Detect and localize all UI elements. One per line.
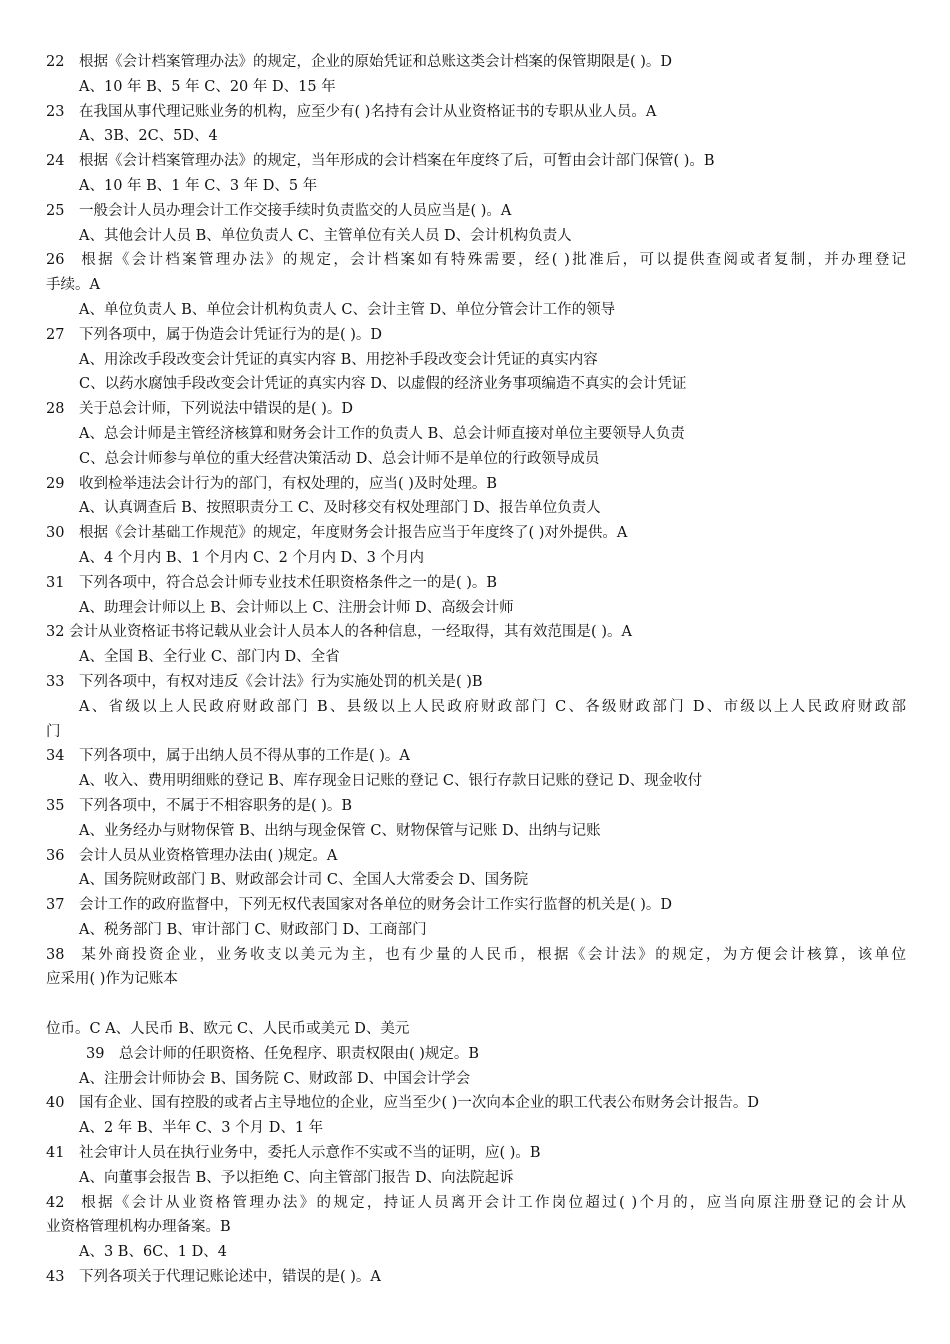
question-options: A、全国 B、全行业 C、部门内 D、全省 bbox=[79, 649, 340, 666]
question-options-continuation: 门 bbox=[46, 723, 61, 740]
question-text: 社会审计人员在执行业务中，委托人示意作不实或不当的证明，应( )。B bbox=[79, 1145, 541, 1162]
question-options: C、总会计师参与单位的重大经营决策活动 D、总会计师不是单位的行政领导成员 bbox=[79, 450, 600, 467]
question-number: 31 bbox=[46, 574, 65, 591]
question-options: A、其他会计人员 B、单位负责人 C、主管单位有关人员 D、会计机构负责人 bbox=[79, 227, 572, 244]
question-26 bbox=[46, 248, 906, 273]
question-text: 下列各项中，不属于不相容职务的是( )。B bbox=[79, 797, 353, 814]
question-text: 在我国从事代理记账业务的机构，应至少有( )名持有会计从业资格证书的专职从业人员。A bbox=[79, 103, 657, 120]
question-41 bbox=[46, 1141, 906, 1166]
question-text: 会计人员从业资格管理办法由( )规定。A bbox=[79, 847, 338, 864]
question-text: 下列各项中，有权对违反《会计法》行为实施处罚的机关是( )B bbox=[79, 673, 483, 690]
question-number: 41 bbox=[46, 1145, 65, 1162]
question-27 bbox=[46, 323, 906, 348]
question-options: A、向董事会报告 B、予以拒绝 C、向主管部门报告 D、向法院起诉 bbox=[79, 1169, 514, 1186]
question-35 bbox=[46, 794, 906, 819]
question-23 bbox=[46, 100, 906, 125]
question-text: 根据《会计档案管理办法》的规定，会计档案如有特殊需要，经( )批准后，可以提供查阅或者复制，并办理登记 bbox=[79, 252, 906, 269]
question-text: 根据《会计基础工作规范》的规定，年度财务会计报告应当于年度终了( )对外提供。A bbox=[79, 525, 628, 542]
question-text: 关于总会计师，下列说法中错误的是( )。D bbox=[79, 401, 354, 418]
question-37 bbox=[46, 893, 906, 918]
question-text: 国有企业、国有控股的或者占主导地位的企业，应当至少( )一次向本企业的职工代表公布财务会计报告。D bbox=[79, 1095, 760, 1112]
question-text: 下列各项中，符合总会计师专业技术任职资格条件之一的是( )。B bbox=[79, 574, 498, 591]
question-text: 根据《会计从业资格管理办法》的规定，持证人员离开会计工作岗位超过( )个月的，应当向原注册登记的会计从 bbox=[79, 1194, 906, 1211]
question-text: 下列各项中，属于伪造会计凭证行为的是( )。D bbox=[79, 326, 383, 343]
question-number: 34 bbox=[46, 748, 65, 765]
question-text: 某外商投资企业，业务收支以美元为主，也有少量的人民币，根据《会计法》的规定，为方便会计核算，该单位 bbox=[79, 946, 906, 963]
question-number: 42 bbox=[46, 1194, 65, 1211]
question-text: 总会计师的任职资格、任免程序、职责权限由( )规定。B bbox=[119, 1045, 480, 1062]
question-text: 根据《会计档案管理办法》的规定，当年形成的会计档案在年度终了后，可暂由会计部门保管( )。B bbox=[79, 153, 715, 170]
question-number: 39 bbox=[86, 1045, 105, 1062]
question-options: A、认真调查后 B、按照职责分工 C、及时移交有权处理部门 D、报告单位负责人 bbox=[79, 500, 601, 517]
question-29 bbox=[46, 472, 906, 497]
question-number: 22 bbox=[46, 54, 65, 70]
question-text: 会计从业资格证书将记载从业会计人员本人的各种信息，一经取得，其有效范围是( )。A bbox=[69, 624, 632, 641]
question-options: A、3 B、6C、1 D、4 bbox=[79, 1244, 227, 1261]
question-32 bbox=[46, 620, 906, 645]
question-options: C、以药水腐蚀手段改变会计凭证的真实内容 D、以虚假的经济业务事项编造不真实的会计凭证 bbox=[79, 376, 687, 393]
question-24 bbox=[46, 149, 906, 174]
question-options: A、4 个月内 B、1 个月内 C、2 个月内 D、3 个月内 bbox=[79, 549, 425, 566]
question-options: A、省级以上人民政府财政部门 B、县级以上人民政府财政部门 C、各级财政部门 D、市级以上人民政府财政部 bbox=[79, 698, 906, 715]
question-42 bbox=[46, 1191, 906, 1216]
question-number: 36 bbox=[46, 847, 65, 864]
question-options: A、业务经办与财物保管 B、出纳与现金保管 C、财物保管与记账 D、出纳与记账 bbox=[79, 822, 601, 839]
question-options: A、税务部门 B、审计部门 C、财政部门 D、工商部门 bbox=[79, 921, 427, 938]
question-number: 40 bbox=[46, 1095, 65, 1112]
question-31 bbox=[46, 571, 906, 596]
question-options: A、总会计师是主管经济核算和财务会计工作的负责人 B、总会计师直接对单位主要领导人负责 bbox=[79, 425, 685, 442]
question-continuation: 手续。A bbox=[46, 277, 100, 294]
blank-line bbox=[46, 992, 906, 1017]
question-number: 27 bbox=[46, 326, 65, 343]
question-33 bbox=[46, 670, 906, 695]
question-options: A、10 年 B、5 年 C、20 年 D、15 年 bbox=[79, 78, 336, 95]
question-number: 24 bbox=[46, 153, 65, 170]
question-options: A、国务院财政部门 B、财政部会计司 C、全国人大常委会 D、国务院 bbox=[79, 872, 529, 889]
question-number: 29 bbox=[46, 475, 65, 492]
question-38 bbox=[46, 943, 906, 968]
question-text: 收到检举违法会计行为的部门，有权处理的，应当( )及时处理。B bbox=[79, 475, 498, 492]
question-text: 根据《会计档案管理办法》的规定，企业的原始凭证和总账这类会计档案的保管期限是( )。D bbox=[79, 54, 673, 70]
question-options: A、用涂改手段改变会计凭证的真实内容 B、用挖补手段改变会计凭证的真实内容 bbox=[79, 351, 598, 368]
question-34 bbox=[46, 744, 906, 769]
question-39 bbox=[46, 1042, 906, 1067]
question-options: A、2 年 B、半年 C、3 个月 D、1 年 bbox=[79, 1120, 324, 1137]
question-number: 28 bbox=[46, 401, 65, 418]
question-text: 下列各项中，属于出纳人员不得从事的工作是( )。A bbox=[79, 748, 410, 765]
question-43 bbox=[46, 1265, 906, 1290]
question-number: 33 bbox=[46, 673, 65, 690]
question-30 bbox=[46, 521, 906, 546]
question-text: 一般会计人员办理会计工作交接手续时负责监交的人员应当是( )。A bbox=[79, 202, 512, 219]
question-40 bbox=[46, 1091, 906, 1116]
question-number: 38 bbox=[46, 946, 65, 963]
question-options: 位币。C A、人民币 B、欧元 C、人民币或美元 D、美元 bbox=[46, 1021, 410, 1038]
question-continuation: 应采用( )作为记账本 bbox=[46, 971, 178, 988]
question-number: 26 bbox=[46, 252, 65, 269]
question-22 bbox=[46, 50, 906, 75]
question-options: A、3B、2C、5D、4 bbox=[79, 128, 218, 145]
question-options: A、收入、费用明细账的登记 B、库存现金日记账的登记 C、银行存款日记账的登记 D、现金收付 bbox=[79, 773, 703, 790]
question-25 bbox=[46, 199, 906, 224]
question-number: 30 bbox=[46, 525, 65, 542]
question-number: 32 bbox=[46, 624, 65, 641]
question-number: 35 bbox=[46, 797, 65, 814]
question-text: 下列各项关于代理记账论述中，错误的是( )。A bbox=[79, 1269, 381, 1286]
question-text: 会计工作的政府监督中，下列无权代表国家对各单位的财务会计工作实行监督的机关是( )。D bbox=[79, 897, 673, 914]
question-options: A、注册会计师协会 B、国务院 C、财政部 D、中国会计学会 bbox=[79, 1070, 471, 1087]
question-continuation: 业资格管理机构办理备案。B bbox=[46, 1219, 231, 1236]
question-28 bbox=[46, 397, 906, 422]
question-options: A、单位负责人 B、单位会计机构负责人 C、会计主管 D、单位分管会计工作的领导 bbox=[79, 301, 616, 318]
question-number: 37 bbox=[46, 897, 65, 914]
question-36 bbox=[46, 844, 906, 869]
question-number: 25 bbox=[46, 202, 65, 219]
question-number: 43 bbox=[46, 1269, 65, 1286]
question-number: 23 bbox=[46, 103, 65, 120]
question-options: A、助理会计师以上 B、会计师以上 C、注册会计师 D、高级会计师 bbox=[79, 599, 514, 616]
question-options: A、10 年 B、1 年 C、3 年 D、5 年 bbox=[79, 177, 318, 194]
